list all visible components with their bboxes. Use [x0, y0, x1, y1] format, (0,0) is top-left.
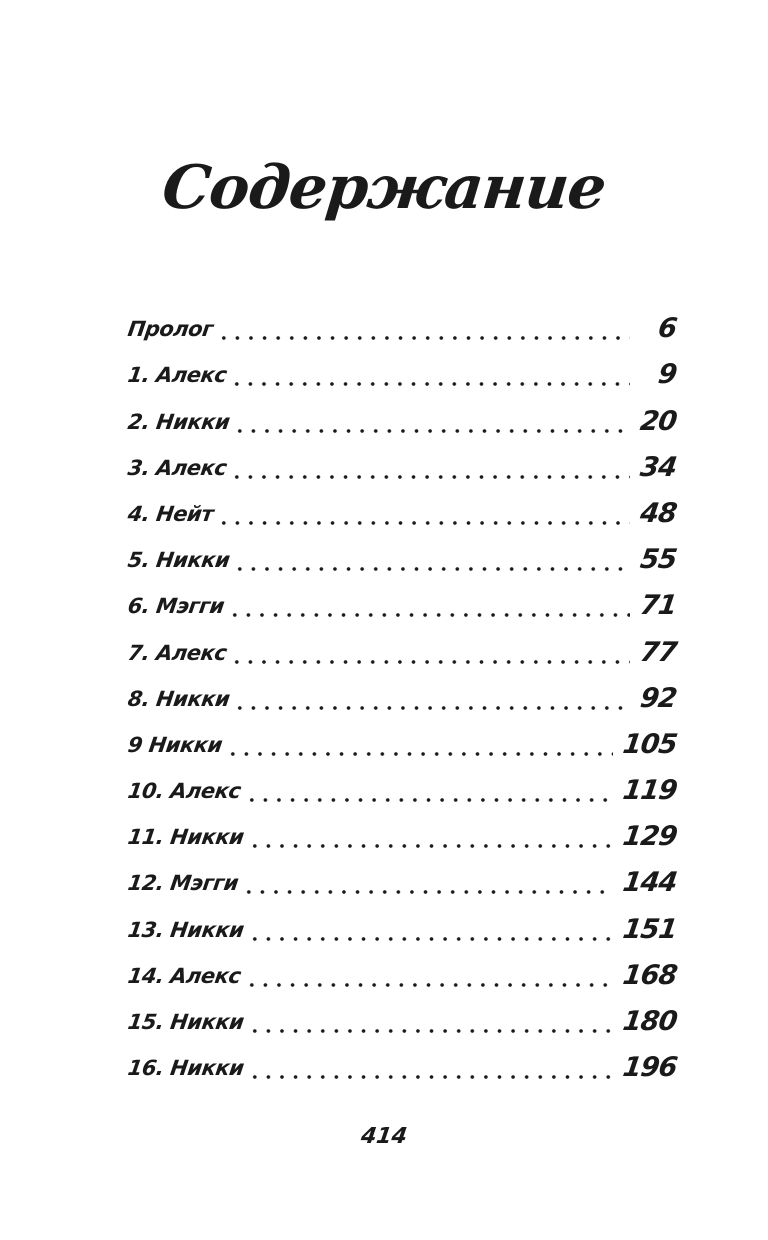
dot-leader	[217, 314, 630, 344]
page-number: 414	[359, 1124, 409, 1149]
toc-entry-page: 77	[638, 636, 679, 668]
toc-entry-label: 1. Алекс	[126, 363, 229, 388]
toc-entry-page: 151	[620, 913, 679, 945]
toc-entry	[126, 1037, 679, 1084]
dot-leader	[217, 499, 630, 529]
toc-entry-label: 7. Алекс	[126, 640, 229, 665]
toc-entry-page: 168	[620, 959, 679, 991]
toc-entry-label: 13. Никки	[126, 917, 246, 942]
dot-leader	[230, 360, 630, 390]
toc-entry-page: 6	[656, 313, 679, 345]
toc-entry	[126, 760, 679, 807]
dot-leader	[245, 776, 613, 806]
toc-entry	[126, 621, 679, 668]
toc-entry	[126, 298, 679, 345]
toc-entry-page: 144	[620, 867, 679, 899]
dot-leader	[242, 868, 613, 898]
toc-entry	[126, 344, 679, 391]
dot-leader	[248, 1007, 613, 1037]
toc-entry-page: 48	[638, 497, 679, 529]
toc-entry-label: 2. Никки	[126, 409, 232, 434]
dot-leader	[233, 407, 630, 437]
dot-leader	[248, 1053, 613, 1083]
toc-entry	[126, 529, 679, 576]
toc-entry-label: 6. Мэгги	[126, 594, 226, 619]
table-of-contents	[126, 298, 679, 1084]
toc-entry-page: 105	[620, 728, 679, 760]
dot-leader	[230, 638, 630, 668]
toc-entry-page: 55	[638, 544, 679, 576]
toc-entry-page: 9	[656, 359, 679, 391]
toc-entry	[126, 483, 679, 529]
dot-leader	[230, 453, 630, 483]
toc-entry-page: 196	[620, 1052, 679, 1084]
dot-leader	[248, 915, 613, 945]
toc-entry-label: 11. Никки	[126, 825, 246, 850]
toc-entry	[126, 390, 679, 437]
toc-entry	[126, 575, 679, 622]
toc-entry-page: 180	[620, 1006, 679, 1037]
page-title: Содержание	[159, 153, 609, 223]
dot-leader	[233, 545, 630, 575]
toc-entry	[126, 991, 679, 1037]
dot-leader	[248, 822, 613, 852]
toc-entry-label: Пролог	[126, 317, 215, 342]
toc-entry-page: 129	[620, 821, 679, 853]
toc-entry-label: 16. Никки	[126, 1056, 246, 1081]
toc-entry	[126, 714, 679, 760]
toc-entry	[126, 437, 679, 483]
toc-entry	[126, 852, 679, 899]
dot-leader	[233, 684, 630, 714]
toc-entry-label: 4. Нейт	[126, 501, 215, 526]
toc-entry	[126, 806, 679, 853]
toc-entry-label: 14. Алекс	[126, 963, 243, 988]
toc-entry-label: 12. Мэгги	[126, 871, 240, 896]
toc-entry-page: 71	[638, 590, 679, 622]
toc-entry	[126, 668, 679, 714]
toc-entry-page: 119	[620, 775, 679, 807]
toc-entry-label: 10. Алекс	[126, 779, 243, 804]
toc-entry-page: 92	[638, 682, 679, 714]
toc-entry	[126, 898, 679, 945]
toc-entry-label: 15. Никки	[126, 1010, 246, 1034]
toc-entry-label: 8. Никки	[126, 686, 232, 711]
toc-entry	[126, 945, 679, 991]
toc-entry-label: 5. Никки	[126, 548, 232, 573]
toc-entry-page: 34	[638, 451, 679, 483]
toc-entry-label: 3. Алекс	[126, 455, 229, 480]
toc-entry-page: 20	[638, 405, 679, 437]
dot-leader	[226, 730, 613, 760]
toc-entry-label: 9 Никки	[126, 732, 224, 757]
dot-leader	[245, 961, 613, 991]
dot-leader	[228, 591, 630, 621]
